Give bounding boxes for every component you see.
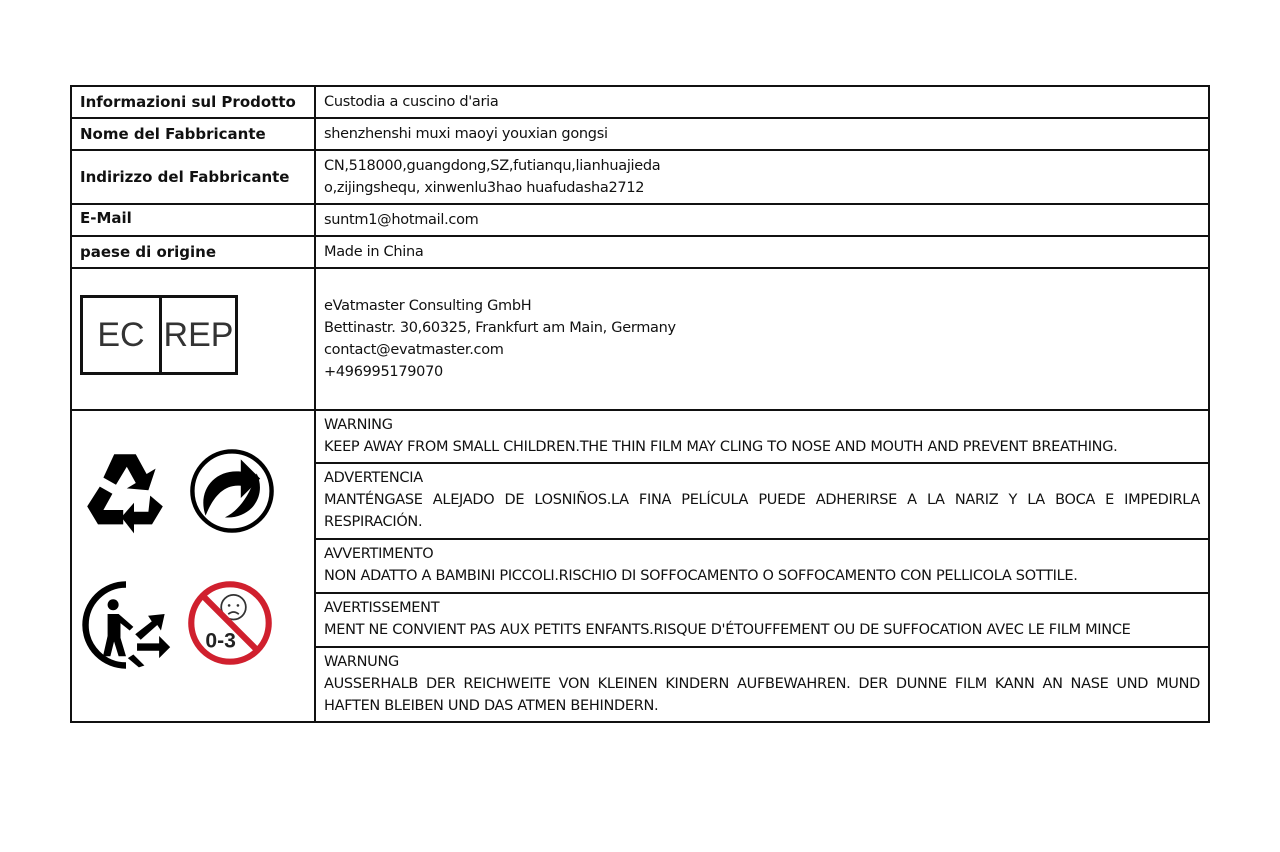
- warning-it: [316, 540, 1208, 594]
- warning-title: WARNUNG: [324, 654, 399, 670]
- ec-rep-email: contact@evatmaster.com: [324, 342, 504, 358]
- warning-text: MANTÉNGASE ALEJADO DE LOSNIÑOS.LA FINA PELÍCULA PUEDE ADHERIRSE A LA NARIZ Y LA BOCA E IMPEDIRLA RESPIRACIÓN.: [324, 492, 1200, 530]
- warning-text: NON ADATTO A BAMBINI PICCOLI.RISCHIO DI SOFFOCAMENTO O SOFFOCAMENTO CON PELLICOLA SOTTILE.: [324, 568, 1078, 584]
- value-product-info: Custodia a cuscino d'aria: [316, 87, 1208, 119]
- ec-label: EC: [83, 298, 162, 372]
- ec-rep-company: eVatmaster Consulting GmbH: [324, 298, 532, 314]
- rep-label: REP: [163, 315, 234, 354]
- warning-de: [316, 648, 1208, 723]
- label-country-of-origin: paese di origine: [72, 237, 316, 269]
- warning-fr: [316, 594, 1208, 648]
- symbols-cell: [72, 411, 316, 723]
- age-range-label: 0-3: [205, 629, 236, 653]
- value-email: suntm1@hotmail.com: [316, 205, 1208, 237]
- address-line: o,zijingshequ, xinwenlu3hao huafudasha2712: [324, 180, 645, 196]
- warning-title: AVERTISSEMENT: [324, 600, 440, 616]
- warning-en: [316, 411, 1208, 464]
- green-dot-icon: [188, 447, 276, 535]
- ec-rep-logo-cell: [72, 269, 316, 411]
- ec-rep-logo: [80, 295, 238, 375]
- address-line: CN,518000,guangdong,SZ,futianqu,lianhuajieda: [324, 158, 661, 174]
- warning-title: ADVERTENCIA: [324, 470, 423, 486]
- warning-text: AUSSERHALB DER REICHWEITE VON KLEINEN KINDERN AUFBEWAHREN. DER DUNNE FILM KANN AN NASE UND MUND HAFTEN BLEIBEN UND DAS ATMEN BEHINDERN.: [324, 676, 1200, 714]
- warning-es: [316, 464, 1208, 540]
- value-manufacturer-address: [316, 151, 1208, 205]
- ec-rep-address: Bettinastr. 30,60325, Frankfurt am Main, Germany: [324, 320, 676, 336]
- ec-rep-phone: +496995179070: [324, 364, 443, 380]
- warning-text: KEEP AWAY FROM SMALL CHILDREN.THE THIN FILM MAY CLING TO NOSE AND MOUTH AND PREVENT BREATHING.: [324, 439, 1118, 455]
- product-info-table: [70, 85, 1210, 723]
- label-email: E-Mail: [72, 205, 316, 237]
- recycle-icon: [80, 447, 170, 537]
- warning-title: AVVERTIMENTO: [324, 546, 434, 562]
- warning-text: MENT NE CONVIENT PAS AUX PETITS ENFANTS.RISQUE D'ÉTOUFFEMENT OU DE SUFFOCATION AVEC LE FILM MINCE: [324, 622, 1131, 638]
- value-manufacturer-name: shenzhenshi muxi maoyi youxian gongsi: [316, 119, 1208, 151]
- label-product-info: Informazioni sul Prodotto: [72, 87, 316, 119]
- label-manufacturer-name: Nome del Fabbricante: [72, 119, 316, 151]
- warning-title: WARNING: [324, 417, 393, 433]
- triman-icon: [80, 579, 172, 671]
- value-country-of-origin: Made in China: [316, 237, 1208, 269]
- label-manufacturer-address: Indirizzo del Fabbricante: [72, 151, 316, 205]
- ec-rep-details: [316, 269, 1208, 411]
- not-for-children-0-3-icon: [186, 579, 274, 667]
